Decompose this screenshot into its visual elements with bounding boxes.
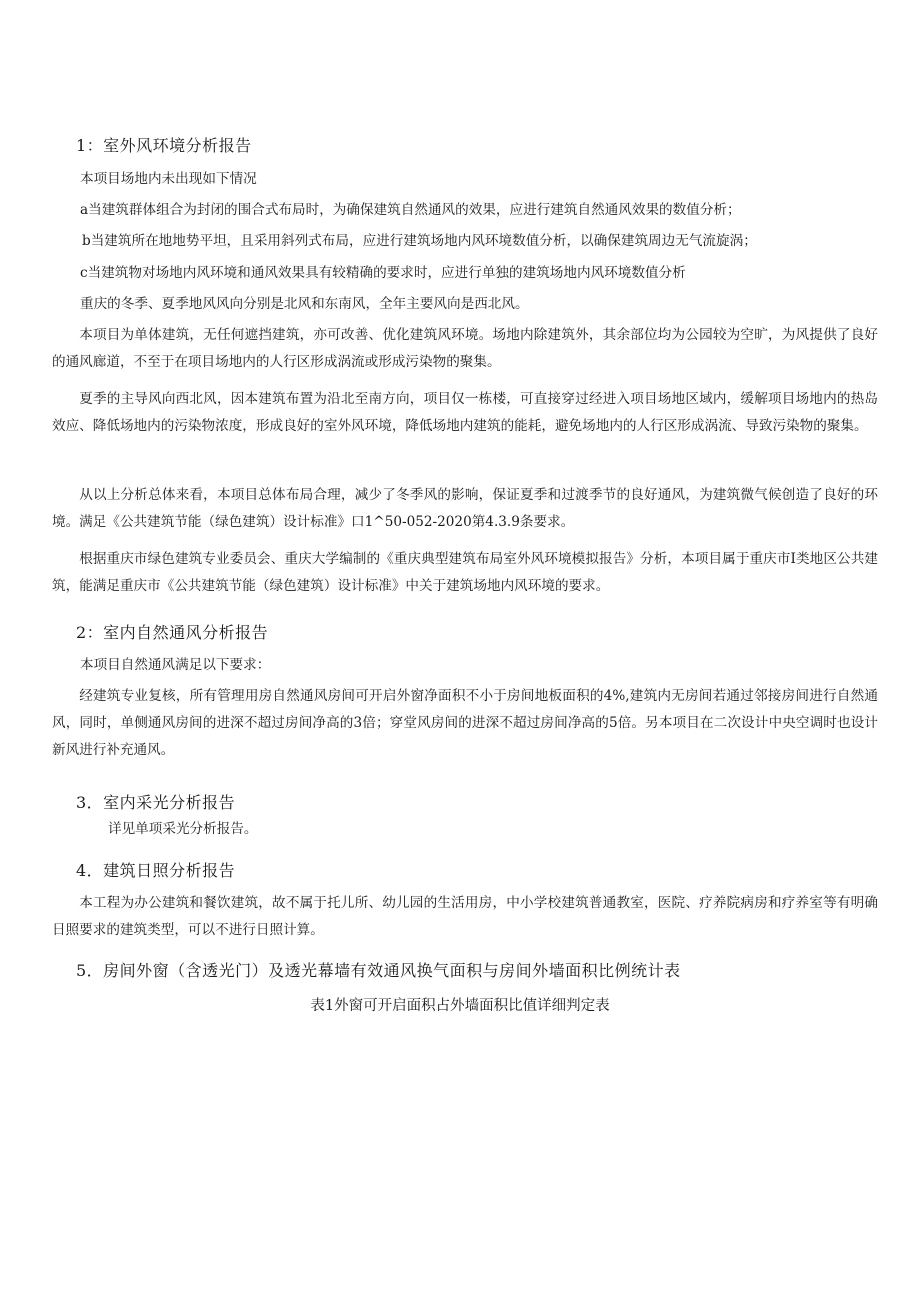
s1-paragraph-1: 本项目为单体建筑，无任何遮挡建筑，亦可改善、优化建筑风环境。场地内除建筑外，其余部位均为公园较为空旷，为风提供了良好的通风廊道，不至于在项目场地内的人行区形成涡流或形成污染物的聚集。 — [52, 327, 878, 370]
s1-item-c: c当建筑物对场地内风环境和通风效果具有较精确的要求时，应进行单独的建筑场地内风环境数值分析 — [80, 265, 686, 281]
s1-item-b: b当建筑所在地地势平坦，且采用斜列式布局，应进行建筑场地内风环境数值分析，以确保建筑周边无气流旋涡； — [82, 233, 757, 249]
s3-body: 详见单项采光分析报告。 — [108, 821, 258, 837]
s2-intro: 本项目自然通风满足以下要求： — [80, 657, 271, 673]
section-3-heading: 3．室内采光分析报告 — [76, 793, 236, 812]
section-1-heading: 1：室外风环境分析报告 — [76, 136, 252, 155]
s1-paragraph-3: 从以上分析总体来看，本项目总体布局合理，减少了冬季风的影响，保证夏季和过渡季节的良好通风，为建筑微气候创造了良好的环境。满足《公共建筑节能（绿色建筑）设计标准》口1^50-052-2020第4.3.9条要求。 — [52, 487, 878, 530]
s1-intro: 本项目场地内未出现如下情况 — [80, 171, 257, 187]
section-2-heading: 2：室内自然通风分析报告 — [76, 623, 269, 642]
section-5-heading: 5．房间外窗（含透光门）及透光幕墙有效通风换气面积与房间外墙面积比例统计表 — [76, 961, 681, 980]
s4-paragraph: 本工程为办公建筑和餐饮建筑，故不属于托儿所、幼儿园的生活用房，中小学校建筑普通教室，医院、疗养院病房和疗养室等有明确日照要求的建筑类型，可以不进行日照计算。 — [52, 895, 878, 938]
s1-wind-note: 重庆的冬季、夏季地风风向分别是北风和东南风，全年主要风向是西北风。 — [80, 296, 529, 312]
s1-paragraph-4: 根据重庆市绿色建筑专业委员会、重庆大学编制的《重庆典型建筑布局室外风环境模拟报告》分析，本项目属于重庆市I类地区公共建筑，能满足重庆市《公共建筑节能（绿色建筑）设计标准》中关于建筑场地内风环境的要求。 — [52, 551, 878, 594]
s1-item-a: a当建筑群体组合为封闭的围合式布局时，为确保建筑自然通风的效果，应进行建筑自然通风效果的数值分析； — [80, 202, 741, 218]
s1-paragraph-2: 夏季的主导风向西北风，因本建筑布置为沿北至南方向，项目仅一栋楼，可直接穿过经进入项目场地区域内，缓解项目场地内的热岛效应、降低场地内的污染物浓度，形成良好的室外风环境，降低场地内建筑的能耗，避免场地内的人行区形成涡流、导致污染物的聚集。 — [52, 391, 878, 434]
s2-paragraph: 经建筑专业复核，所有管理用房自然通风房间可开启外窗净面积不小于房间地板面积的4%,建筑内无房间若通过邻接房间进行自然通风，同时，单侧通风房间的进深不超过房间净高的3倍；穿堂风房间的进深不超过房间净高的5倍。另本项目在二次设计中央空调时也设计新风进行补充通风。 — [52, 688, 878, 758]
section-4-heading: 4．建筑日照分析报告 — [76, 861, 236, 880]
table-1-caption: 表1外窗可开启面积占外墙面积比值详细判定表 — [310, 998, 610, 1014]
